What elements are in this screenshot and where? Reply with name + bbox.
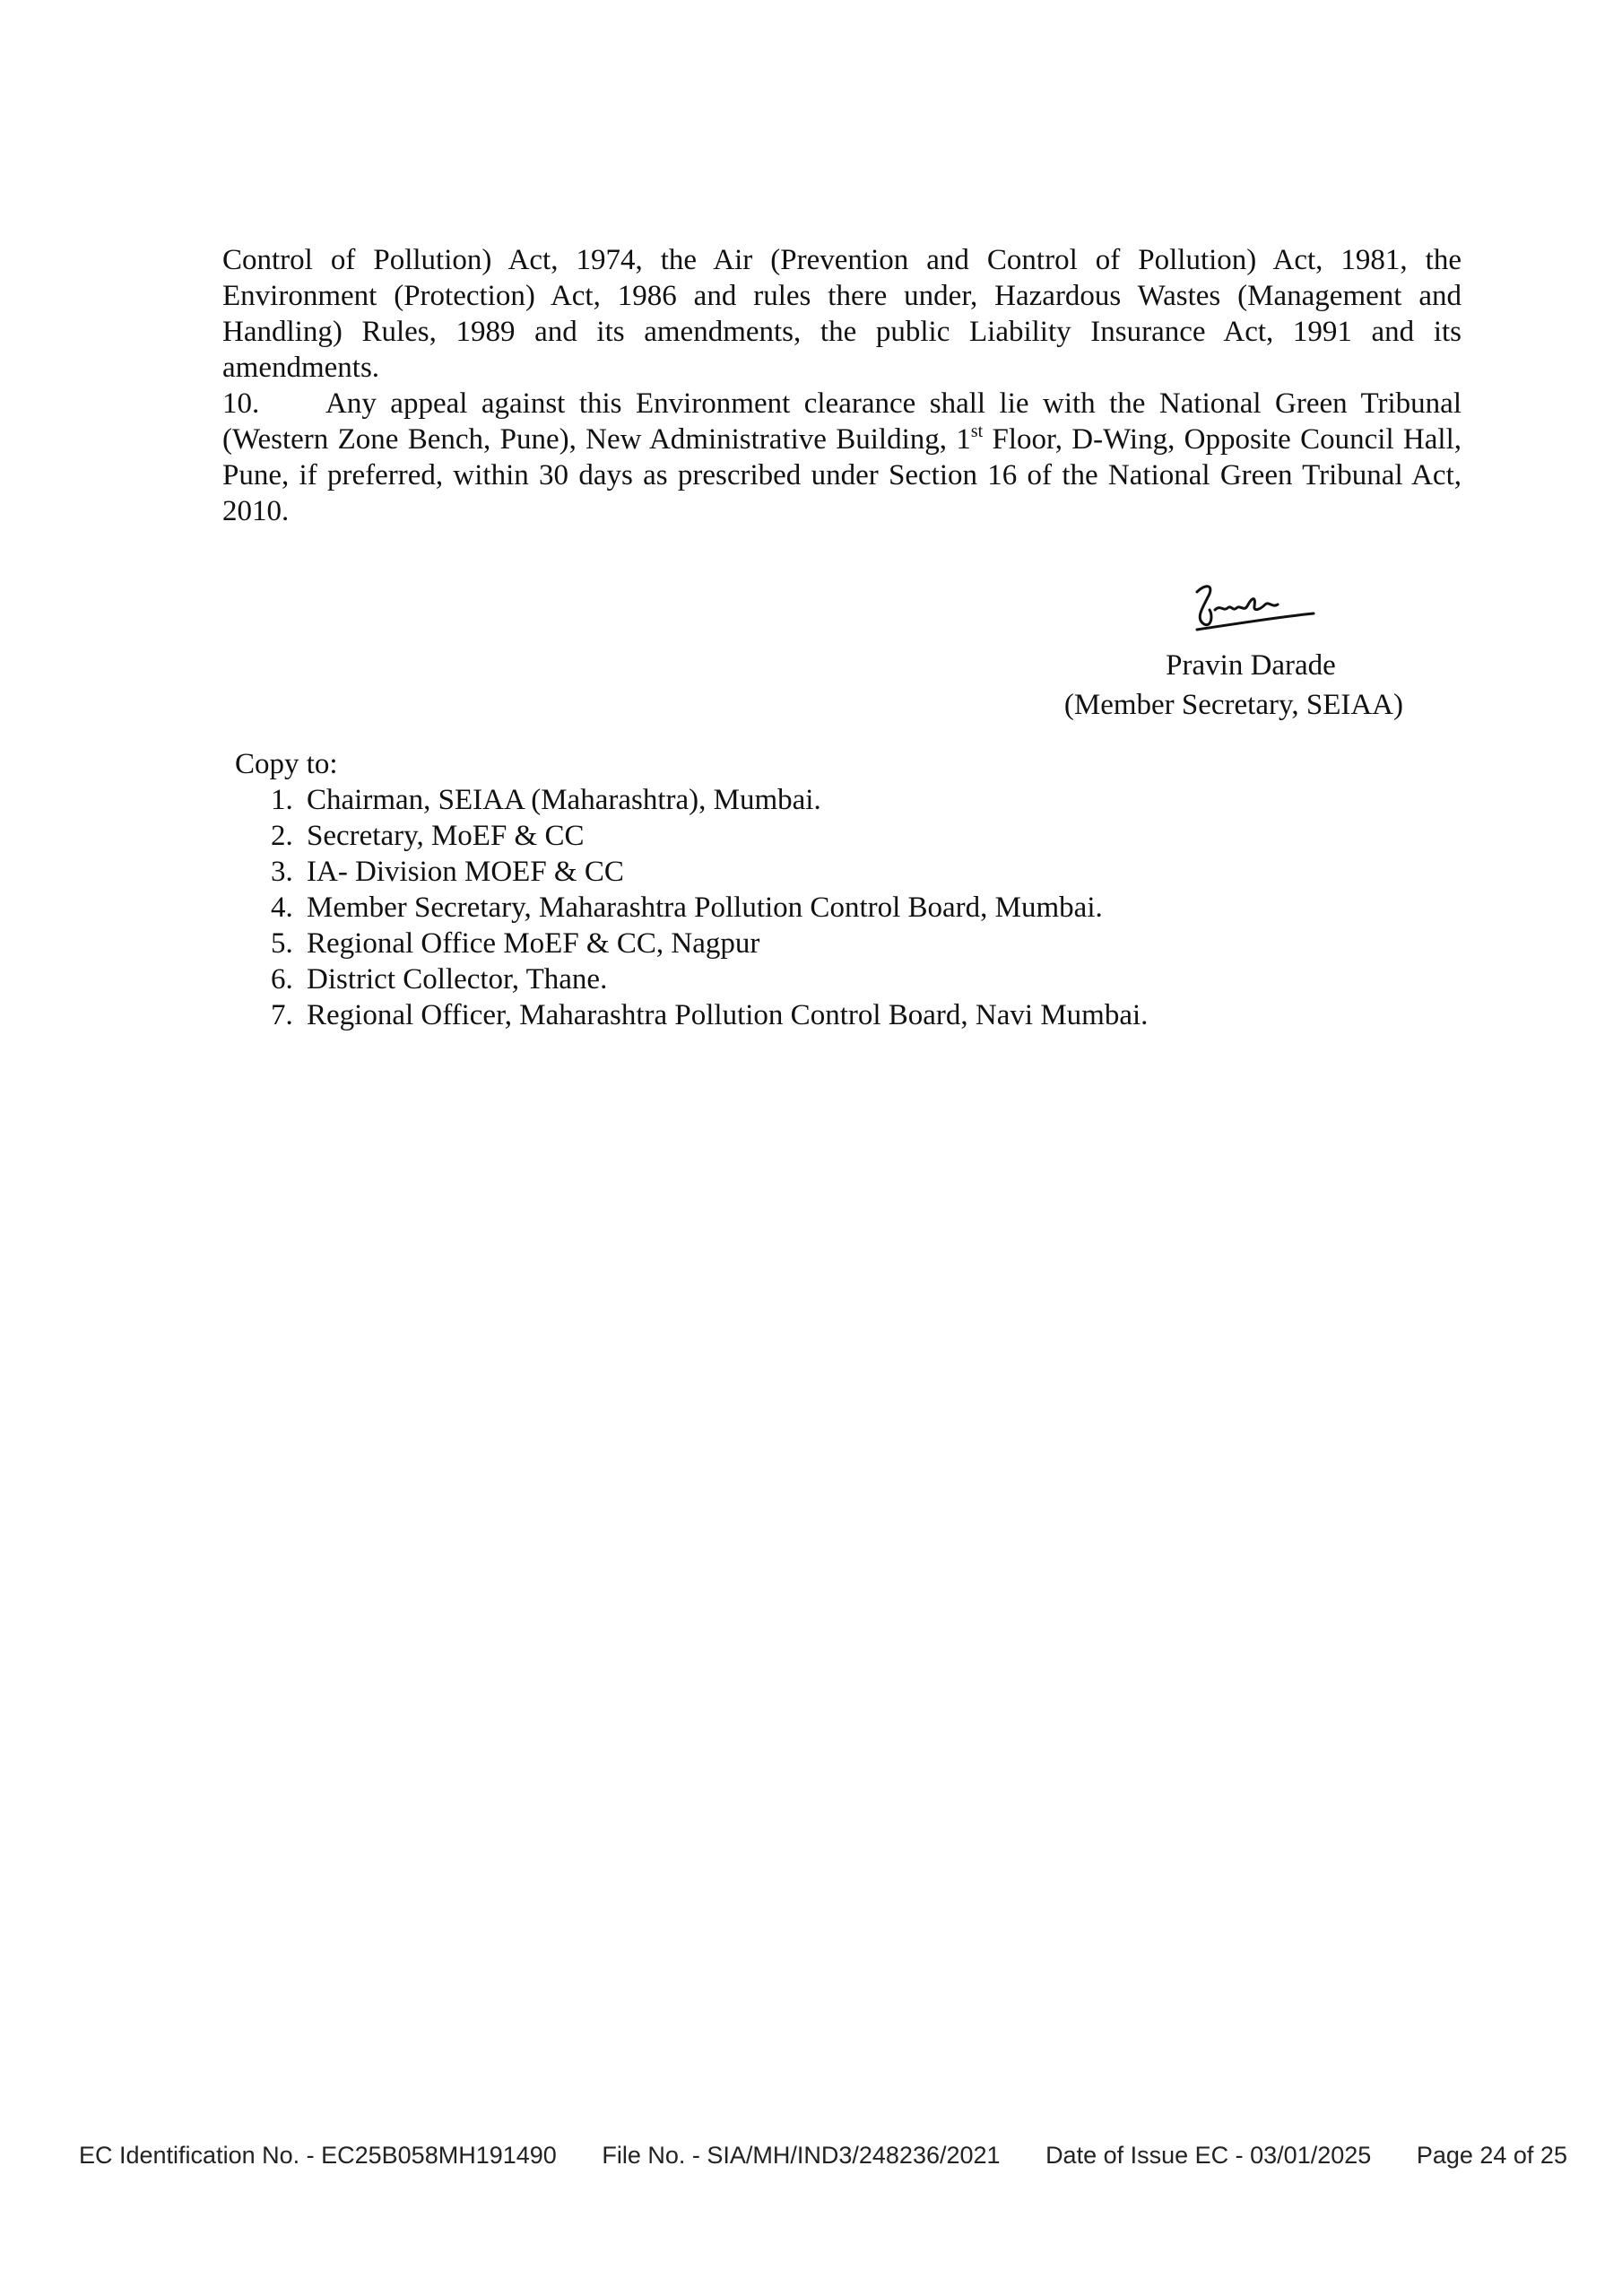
list-item-text: Secretary, MoEF & CC xyxy=(307,820,585,852)
copy-to-list xyxy=(235,782,1148,1033)
list-item-number: 7. xyxy=(271,999,293,1031)
body-text xyxy=(222,242,1462,529)
paragraph-10-text-b: Floor, D-Wing, Opposite Council Hall, Pune, if preferred, within 30 days as prescribed under Section 16 of the National Green Tribunal Act, 2010. xyxy=(222,423,1462,527)
list-item-number: 2. xyxy=(271,820,293,852)
handwritten-signature-icon xyxy=(1179,574,1323,646)
list-item-text: Regional Officer, Maharashtra Pollution Control Board, Navi Mumbai. xyxy=(307,999,1149,1031)
list-item-number: 6. xyxy=(271,963,293,996)
signatory-name: Pravin Darade xyxy=(1166,649,1336,682)
list-item-number: 1. xyxy=(271,784,293,816)
list-item-text: Member Secretary, Maharashtra Pollution Control Board, Mumbai. xyxy=(307,891,1103,924)
footer-file-no: File No. - SIA/MH/IND3/248236/2021 xyxy=(602,2142,1001,2169)
list-item-text: District Collector, Thane. xyxy=(307,963,608,996)
signatory-designation: (Member Secretary, SEIAA) xyxy=(1063,689,1403,721)
list-item xyxy=(271,890,1148,926)
copy-to-section xyxy=(235,746,1148,1033)
superscript-st: st xyxy=(970,422,984,441)
paragraph-continuation: Control of Pollution) Act, 1974, the Air (Prevention and Control of Pollution) Act, 1981, the Environment (Protection) Act, 1986 and rules there under, Hazardous Wastes (Management and Handling) Rules, 1989 and its amendments, the public Liability Insurance Act, 1991 and its amendments. xyxy=(222,244,1462,384)
list-item xyxy=(271,961,1148,997)
page-footer xyxy=(79,2142,1567,2170)
list-item-number: 3. xyxy=(271,856,293,888)
list-item xyxy=(271,818,1148,854)
signature-block xyxy=(955,574,1403,725)
list-item xyxy=(271,926,1148,961)
list-item xyxy=(271,854,1148,890)
list-item xyxy=(271,782,1148,818)
footer-ec-id: EC Identification No. - EC25B058MH191490 xyxy=(79,2142,557,2169)
copy-to-heading: Copy to: xyxy=(235,748,338,780)
list-item-text: Chairman, SEIAA (Maharashtra), Mumbai. xyxy=(307,784,821,816)
footer-date-of-issue: Date of Issue EC - 03/01/2025 xyxy=(1045,2142,1372,2169)
list-item xyxy=(271,997,1148,1033)
list-item-text: IA- Division MOEF & CC xyxy=(307,856,624,888)
list-item-number: 5. xyxy=(271,927,293,960)
paragraph-number: 10. xyxy=(222,387,260,420)
list-item-text: Regional Office MoEF & CC, Nagpur xyxy=(307,927,760,960)
paragraph-10-text-a: Any appeal against this Environment clearance shall lie with the National Green Tribunal (Western Zone Bench, Pune), New Administrative Building, 1 xyxy=(222,387,1462,456)
footer-page-number: Page 24 of 25 xyxy=(1416,2142,1567,2169)
paragraph-10 xyxy=(222,386,1462,529)
list-item-number: 4. xyxy=(271,891,293,924)
